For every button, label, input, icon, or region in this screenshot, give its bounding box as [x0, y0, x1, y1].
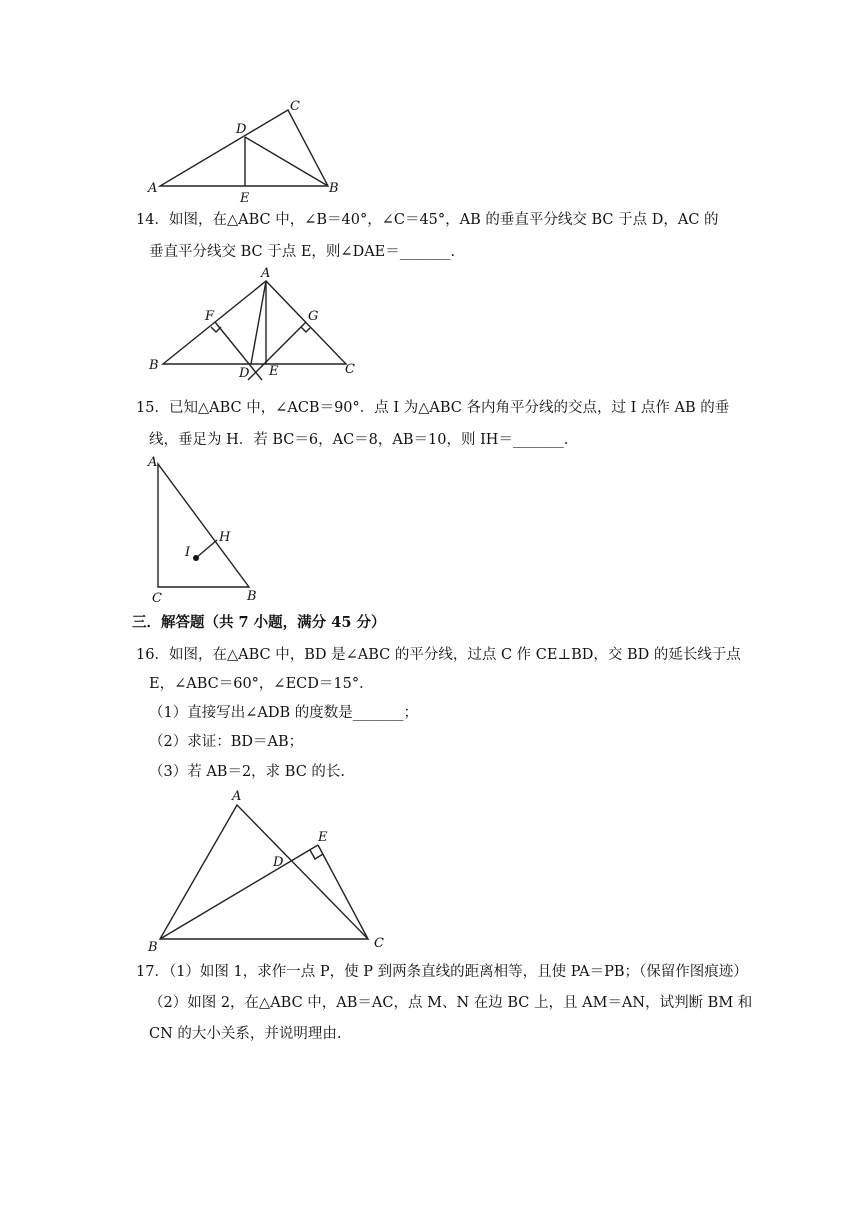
- q15-line2: 线，垂足为 H．若 BC＝6，AC＝8，AB＝10，则 IH＝_______.: [149, 432, 569, 448]
- label-e: E: [269, 364, 279, 379]
- figure-q13: [140, 98, 360, 208]
- q16-line2: E，∠ABC＝60°，∠ECD＝15°．: [149, 676, 374, 692]
- label-d: D: [273, 855, 284, 870]
- label-e: E: [318, 830, 328, 845]
- label-a: A: [261, 266, 271, 281]
- q17-part2: （2）如图 2，在△ABC 中，AB＝AC，点 M、N 在边 BC 上，且 AM＝AN，试判断 BM 和: [149, 995, 753, 1011]
- label-d: D: [239, 366, 250, 381]
- q14-line1: 14．如图，在△ABC 中，∠B＝40°，∠C＝45°，AB 的垂直平分线交 BC 于点 D，AC 的: [136, 212, 719, 228]
- figure-q16: [140, 785, 400, 955]
- label-b: B: [149, 358, 159, 373]
- label-a: A: [232, 789, 242, 804]
- q14-line2: 垂直平分线交 BC 于点 E，则∠DAE＝_______.: [149, 244, 456, 260]
- triangle-abc: [163, 281, 346, 364]
- q17-part3: CN 的大小关系，并说明理由.: [149, 1026, 342, 1042]
- label-c: C: [374, 936, 384, 951]
- q16-part1: （1）直接写出∠ADB 的度数是_______；: [149, 705, 418, 721]
- label-h: H: [219, 530, 231, 545]
- triangle-abc: [158, 464, 249, 587]
- label-f: F: [205, 309, 215, 324]
- segment-ec: [318, 845, 368, 939]
- label-g: G: [308, 309, 319, 324]
- q16-part3: （3）若 AB＝2，求 BC 的长.: [149, 764, 346, 780]
- figure-q15: [140, 450, 280, 605]
- label-c: C: [290, 99, 300, 114]
- label-d: D: [236, 122, 247, 137]
- label-a: A: [148, 455, 158, 470]
- segment-ih: [196, 540, 217, 558]
- label-b: B: [329, 181, 339, 196]
- triangle-figure-q16: [140, 785, 400, 955]
- segment-be: [160, 845, 318, 939]
- triangle-figure-q15: [140, 450, 280, 605]
- label-e: E: [240, 191, 250, 206]
- label-a: A: [148, 181, 158, 196]
- triangle-figure-q13: [140, 98, 360, 208]
- right-angle-g: [301, 327, 311, 332]
- segment-ad: [251, 281, 266, 364]
- section-heading: 三．解答题（共 7 小题，满分 45 分）: [132, 614, 386, 631]
- label-c: C: [345, 362, 355, 377]
- q17-part1: 17．（1）如图 1，求作一点 P，使 P 到两条直线的距离相等，且使 PA＝PB；（保留作图痕迹）: [136, 964, 748, 980]
- q16-line1: 16．如图，在△ABC 中，BD 是∠ABC 的平分线，过点 C 作 CE⊥BD，交 BD 的延长线于点: [136, 647, 741, 663]
- label-b: B: [247, 589, 257, 604]
- label-c: C: [152, 591, 162, 606]
- triangle-abc: [160, 805, 368, 939]
- right-angle-f: [211, 327, 221, 332]
- q16-part2: （2）求证：BD＝AB；: [149, 734, 304, 750]
- label-i: I: [185, 545, 191, 560]
- figure-q14: [145, 265, 375, 380]
- point-i: [193, 555, 199, 561]
- q15-line1: 15．已知△ABC 中，∠ACB＝90°．点 I 为△ABC 各内角平分线的交点，过 I 点作 AB 的垂: [136, 400, 730, 416]
- triangle-figure-q14: [145, 265, 375, 380]
- label-b: B: [148, 940, 158, 955]
